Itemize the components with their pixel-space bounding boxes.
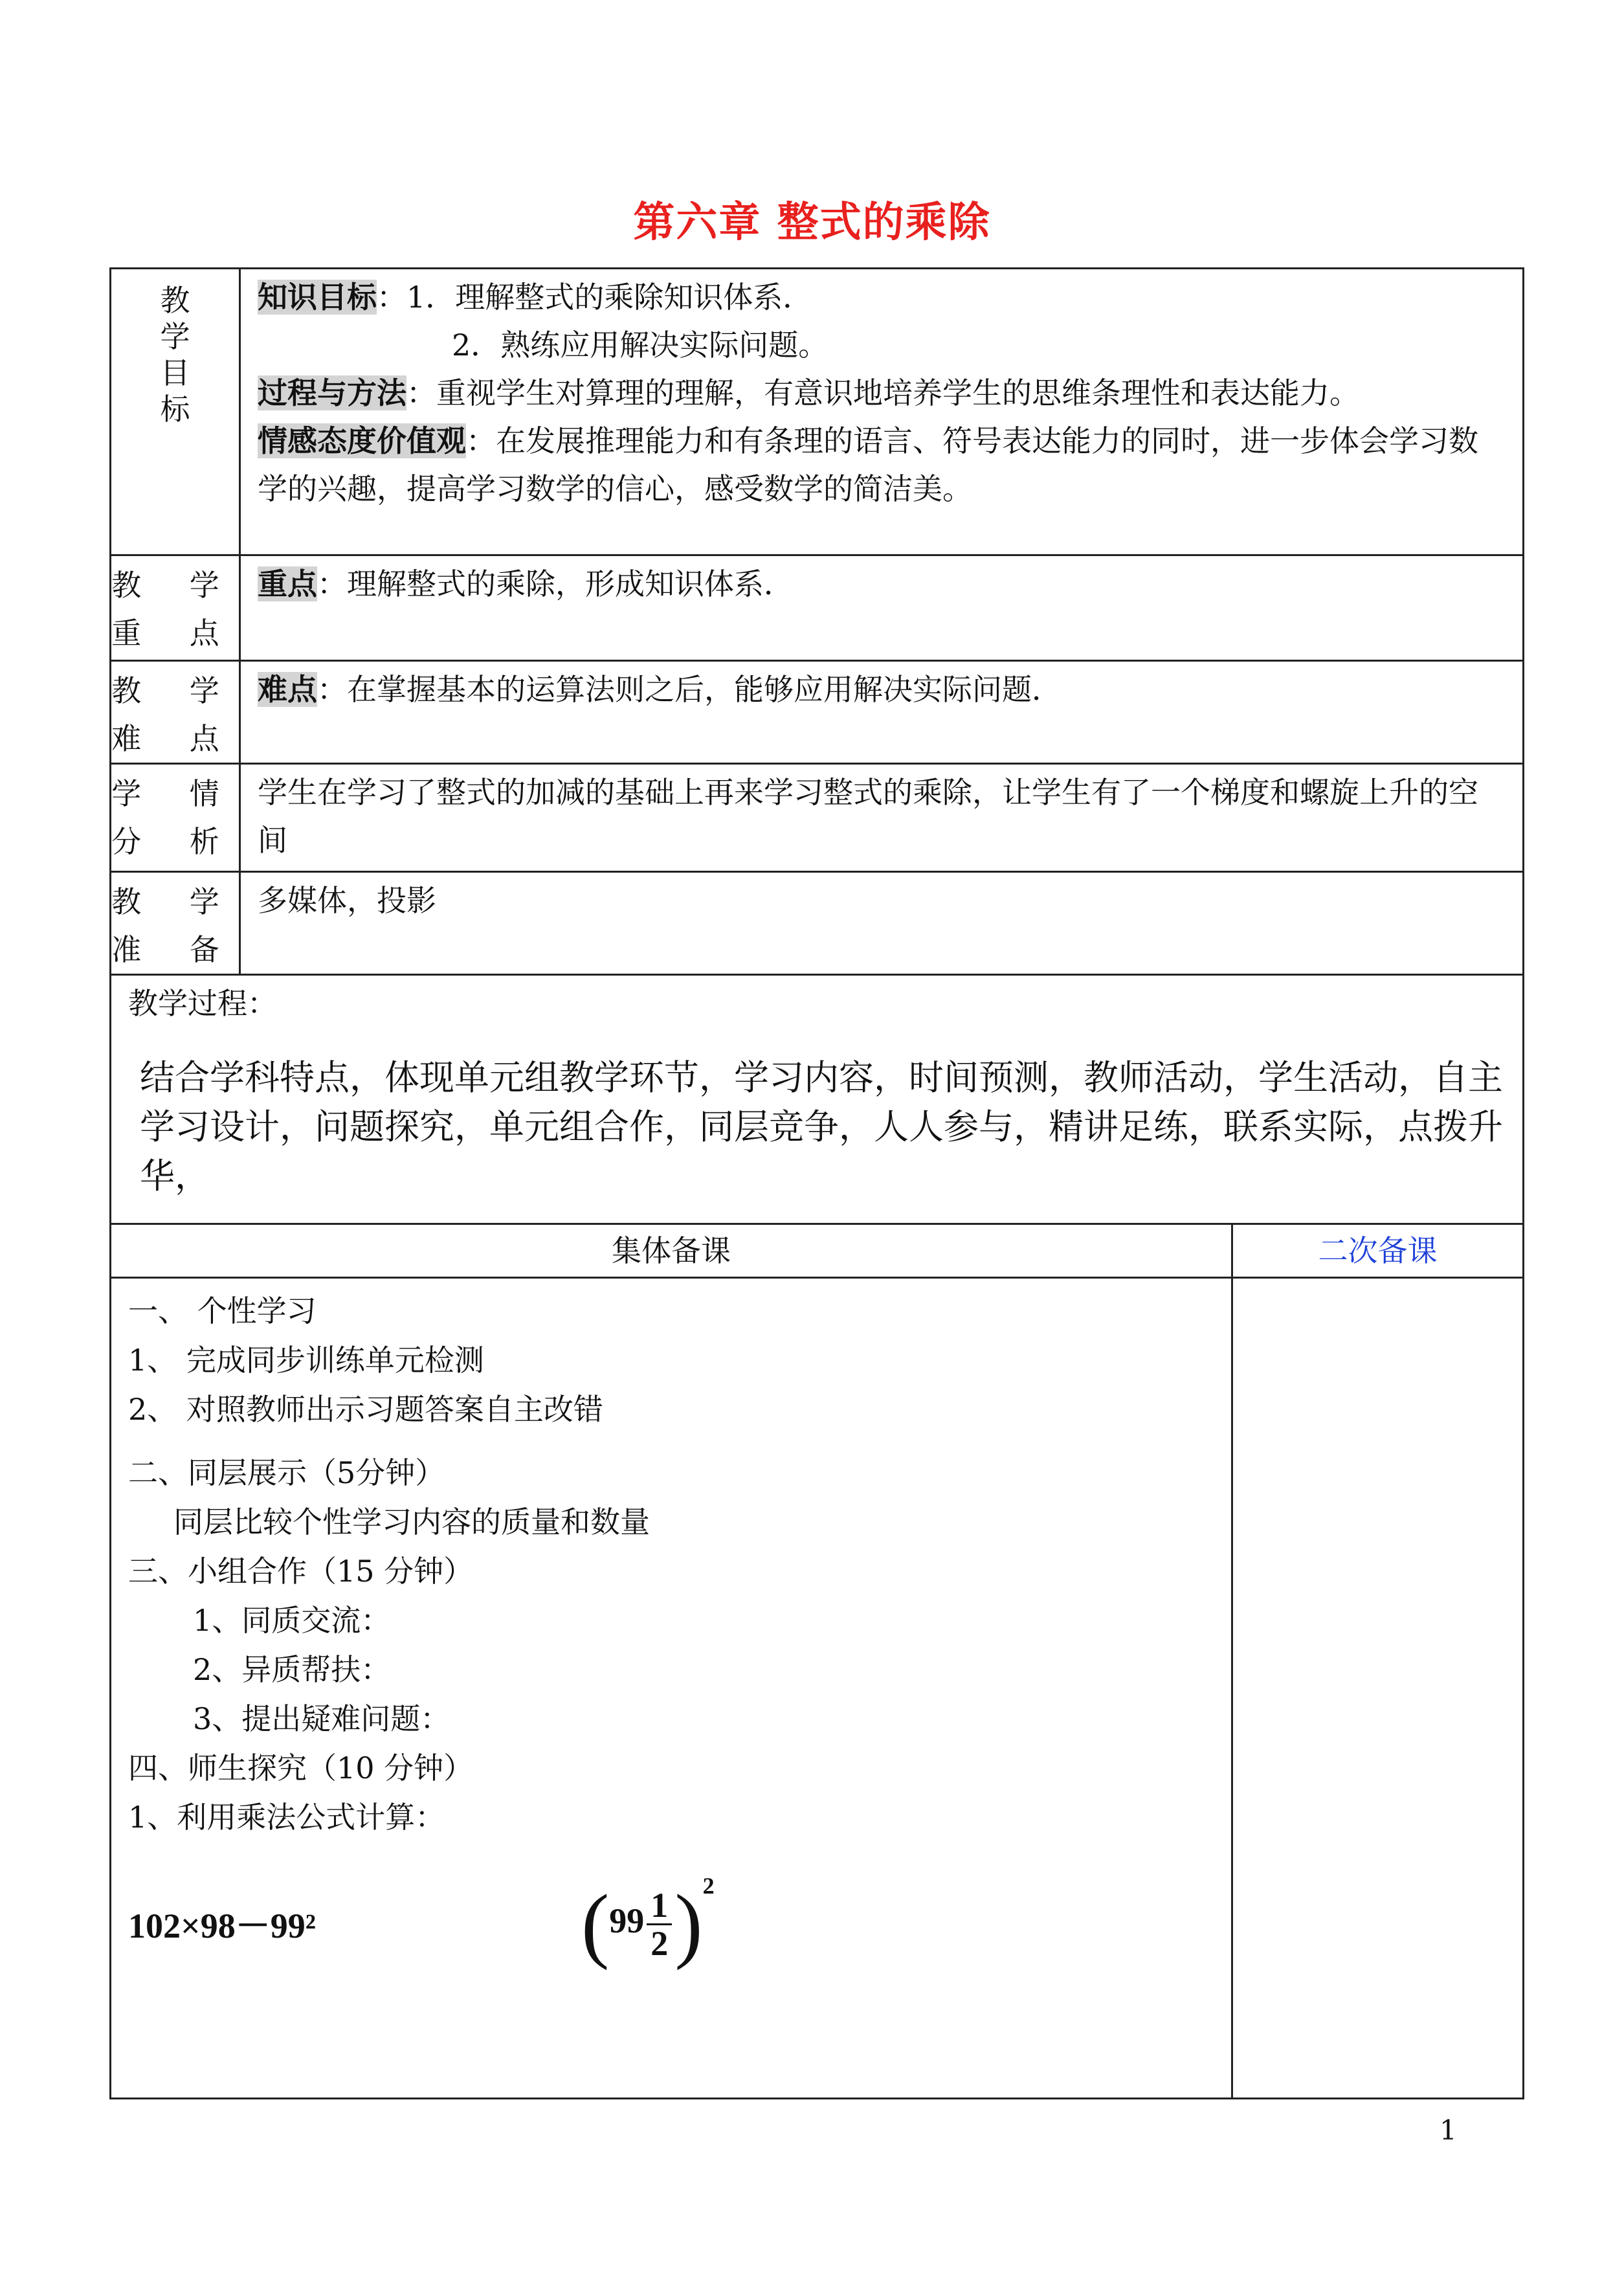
section-1-item-2: 2、 对照教师出示习题答案自主改错: [128, 1392, 603, 1427]
key-label: 教 学 重 点: [111, 555, 240, 661]
section-4-item-1: 1、利用乘法公式计算：: [128, 1800, 445, 1835]
difficulty-label: 教 学 难 点: [111, 661, 240, 764]
section-1: 一、 个性学习: [128, 1293, 317, 1328]
planning-body-row: [111, 1278, 1524, 2099]
math-expressions: [128, 1861, 1212, 1991]
collective-header: 集体备课: [111, 1224, 1232, 1278]
knowledge-goal-label: 知识目标: [258, 280, 377, 315]
knowledge-goal-1: ：1．理解整式的乘除知识体系．: [377, 280, 813, 315]
process-handwritten-note: 结合学科特点，体现单元组教学环节，学习内容，时间预测，教师活动，学生活动，自主学习设计，问题探究，单元组合作，同层竞争，人人参与，精讲足练，联系实际，点拨升华，: [140, 1057, 1503, 1196]
emotion-goal-text: ：在发展推理能力和有条理的语言、符号表达能力的同时，进一步体会学习数学的兴趣，提高学习数学的信心，感受数学的简洁美。: [258, 423, 1478, 506]
emotion-goal-label: 情感态度价值观: [258, 423, 466, 458]
section-3-item-3: 3、提出疑难问题：: [193, 1701, 450, 1736]
second-content: [1232, 1278, 1524, 2099]
process-content: [111, 975, 1524, 1224]
section-2-item-1: 同层比较个性学习内容的质量和数量: [173, 1504, 650, 1539]
knowledge-goal-2: 2．熟练应用解决实际问题。: [452, 328, 829, 363]
process-label: 教学过程：: [128, 986, 277, 1021]
section-3-item-2: 2、异质帮扶：: [193, 1652, 391, 1687]
expression-2: (99 $\frac{1}{2}$ )$^2$: [581, 1873, 715, 1971]
page-number: 1: [1440, 2114, 1457, 2146]
page-title: 第六章 整式的乘除: [633, 198, 991, 247]
prep-content: 多媒体，投影: [240, 872, 1524, 975]
analysis-label: 学 情 分 析: [111, 764, 240, 872]
section-3: 三、小组合作（15 分钟）: [128, 1554, 474, 1589]
section-4: 四、师生探究（10 分钟）: [128, 1751, 474, 1785]
section-1-item-1: 1、 完成同步训练单元检测: [128, 1343, 484, 1378]
collective-content: [111, 1278, 1232, 2099]
process-goal-text: ：重视学生对算理的理解，有意识地培养学生的思维条理性和表达能力。: [406, 375, 1359, 410]
difficulty-content: 难点：在掌握基本的运算法则之后，能够应用解决实际问题．: [240, 661, 1524, 764]
difficulty-row: [111, 661, 1524, 764]
process-row: [111, 975, 1524, 1224]
goals-label: 教 学 目 标: [111, 269, 240, 555]
goals-row: [111, 269, 1524, 555]
goals-content: [240, 269, 1524, 555]
analysis-content: 学生在学习了整式的加减的基础上再来学习整式的乘除，让学生有了一个梯度和螺旋上升的空间: [240, 764, 1524, 872]
process-goal-label: 过程与方法: [258, 375, 406, 410]
key-content: 重点：理解整式的乘除，形成知识体系．: [240, 555, 1524, 661]
second-header: 二次备课: [1232, 1224, 1524, 1278]
expression-1: 102×98－99²: [128, 1907, 316, 1945]
section-2: 二、同层展示（5分钟）: [128, 1455, 445, 1490]
prep-row: [111, 872, 1524, 975]
planning-header-row: [111, 1224, 1524, 1278]
prep-label: 教 学 准 备: [111, 872, 240, 975]
section-3-item-1: 1、同质交流：: [193, 1603, 391, 1638]
lesson-plan-table: [109, 267, 1524, 2099]
analysis-row: [111, 764, 1524, 872]
key-row: [111, 555, 1524, 661]
